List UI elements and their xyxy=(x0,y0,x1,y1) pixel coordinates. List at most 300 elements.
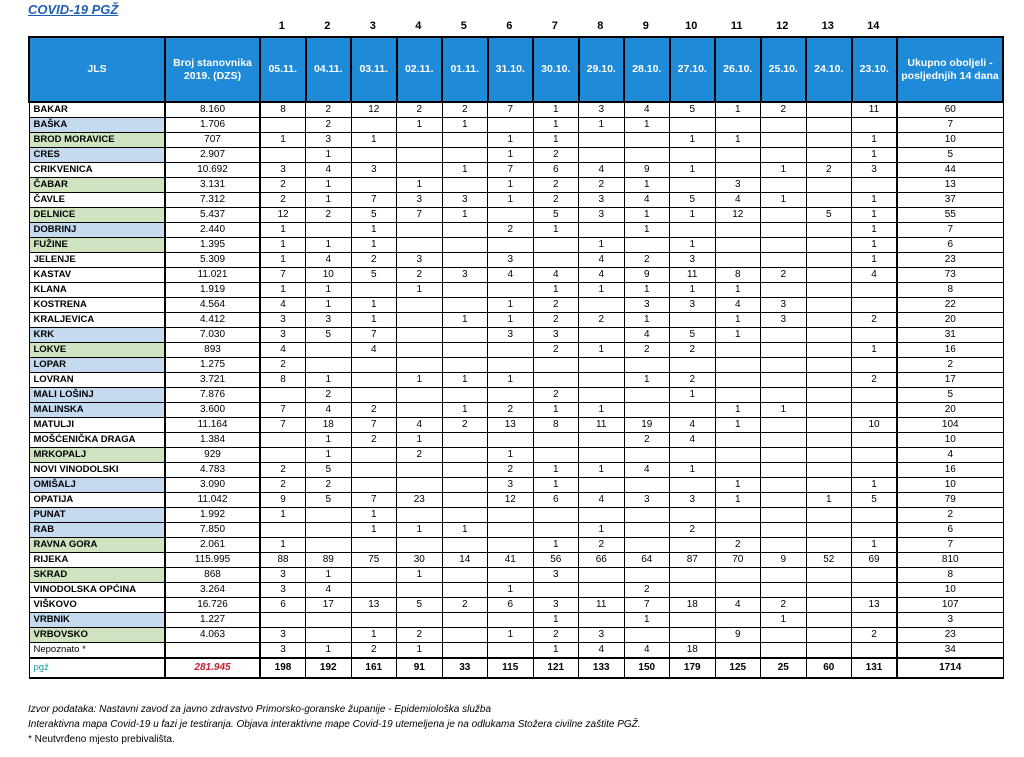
day-number: 11 xyxy=(730,20,743,32)
daily-cases-cell xyxy=(442,253,488,268)
daily-cases-cell xyxy=(351,148,397,163)
header-date: 30.10. xyxy=(533,37,579,102)
daily-total-cell: 192 xyxy=(306,658,352,678)
daily-cases-cell: 9 xyxy=(260,493,306,508)
daily-cases-cell xyxy=(806,102,852,118)
daily-cases-cell xyxy=(761,388,807,403)
daily-cases-cell: 1 xyxy=(488,313,534,328)
daily-cases-cell: 5 xyxy=(670,102,716,118)
daily-cases-cell: 1 xyxy=(852,538,898,553)
population-cell: 3.131 xyxy=(165,178,260,193)
daily-cases-cell: 7 xyxy=(260,403,306,418)
daily-cases-cell xyxy=(715,148,761,163)
daily-cases-cell xyxy=(624,628,670,643)
daily-cases-cell xyxy=(670,313,716,328)
total-cases-cell: 5 xyxy=(897,388,1003,403)
daily-cases-cell: 1 xyxy=(533,133,579,148)
daily-cases-cell: 1 xyxy=(624,313,670,328)
day-number: 2 xyxy=(324,20,331,32)
daily-cases-cell: 3 xyxy=(624,298,670,313)
municipality-name: FUŽINE xyxy=(29,238,165,253)
day-number: 5 xyxy=(460,20,467,32)
daily-cases-cell: 1 xyxy=(579,343,625,358)
daily-cases-cell xyxy=(579,613,625,628)
total-cases-cell: 104 xyxy=(897,418,1003,433)
daily-cases-cell: 1 xyxy=(397,643,443,659)
daily-cases-cell xyxy=(579,508,625,523)
daily-cases-cell: 4 xyxy=(624,463,670,478)
daily-cases-cell: 3 xyxy=(488,478,534,493)
daily-cases-cell: 1 xyxy=(533,102,579,118)
daily-cases-cell xyxy=(761,373,807,388)
total-cases-cell: 8 xyxy=(897,283,1003,298)
daily-cases-cell xyxy=(806,223,852,238)
daily-cases-cell: 1 xyxy=(715,313,761,328)
municipality-name: KRK xyxy=(29,328,165,343)
daily-cases-cell xyxy=(806,418,852,433)
daily-cases-cell xyxy=(488,208,534,223)
municipality-name: RAVNA GORA xyxy=(29,538,165,553)
daily-cases-cell xyxy=(761,463,807,478)
daily-cases-cell xyxy=(306,508,352,523)
daily-cases-cell xyxy=(442,448,488,463)
daily-cases-cell: 7 xyxy=(488,102,534,118)
daily-cases-cell xyxy=(397,238,443,253)
daily-cases-cell: 1 xyxy=(624,208,670,223)
total-cases-cell: 5 xyxy=(897,148,1003,163)
daily-cases-cell: 3 xyxy=(260,163,306,178)
daily-cases-cell: 4 xyxy=(624,193,670,208)
municipality-name: ČABAR xyxy=(29,178,165,193)
daily-cases-cell xyxy=(715,358,761,373)
daily-cases-cell xyxy=(442,628,488,643)
daily-cases-cell: 5 xyxy=(306,463,352,478)
daily-cases-cell: 13 xyxy=(488,418,534,433)
daily-cases-cell xyxy=(806,148,852,163)
daily-cases-cell xyxy=(852,613,898,628)
daily-cases-cell xyxy=(579,478,625,493)
daily-cases-cell: 5 xyxy=(670,193,716,208)
daily-cases-cell xyxy=(670,448,716,463)
daily-cases-cell xyxy=(624,568,670,583)
total-cases-cell: 7 xyxy=(897,223,1003,238)
daily-cases-cell xyxy=(715,118,761,133)
daily-cases-cell xyxy=(397,538,443,553)
daily-cases-cell: 4 xyxy=(579,493,625,508)
daily-cases-cell: 1 xyxy=(670,208,716,223)
daily-cases-cell: 10 xyxy=(852,418,898,433)
daily-cases-cell xyxy=(397,403,443,418)
daily-cases-cell xyxy=(806,538,852,553)
daily-cases-cell: 7 xyxy=(351,418,397,433)
daily-cases-cell: 8 xyxy=(533,418,579,433)
daily-cases-cell xyxy=(624,358,670,373)
daily-cases-cell xyxy=(488,118,534,133)
municipality-name: BAKAR xyxy=(29,102,165,118)
daily-cases-cell: 1 xyxy=(715,328,761,343)
daily-cases-cell: 3 xyxy=(442,193,488,208)
total-cases-cell: 55 xyxy=(897,208,1003,223)
daily-cases-cell xyxy=(806,283,852,298)
daily-cases-cell xyxy=(442,643,488,659)
daily-cases-cell: 66 xyxy=(579,553,625,568)
header-date: 29.10. xyxy=(579,37,625,102)
daily-cases-cell xyxy=(806,343,852,358)
daily-cases-cell: 1 xyxy=(397,373,443,388)
daily-cases-cell xyxy=(761,478,807,493)
daily-cases-cell: 2 xyxy=(397,102,443,118)
total-cases-cell: 16 xyxy=(897,463,1003,478)
daily-cases-cell xyxy=(397,358,443,373)
municipality-name: VRBOVSKO xyxy=(29,628,165,643)
daily-cases-cell: 2 xyxy=(442,598,488,613)
table-row xyxy=(29,193,1003,208)
daily-cases-cell xyxy=(533,448,579,463)
header-date: 01.11. xyxy=(442,37,488,102)
table-row xyxy=(29,613,1003,628)
total-cases-cell: 6 xyxy=(897,238,1003,253)
daily-cases-cell xyxy=(397,148,443,163)
daily-cases-cell: 1 xyxy=(306,373,352,388)
daily-cases-cell xyxy=(852,508,898,523)
daily-cases-cell: 1 xyxy=(533,463,579,478)
table-row xyxy=(29,628,1003,643)
daily-cases-cell: 2 xyxy=(806,163,852,178)
daily-cases-cell xyxy=(579,298,625,313)
daily-cases-cell xyxy=(624,538,670,553)
total-cases-cell: 23 xyxy=(897,628,1003,643)
daily-cases-cell xyxy=(306,628,352,643)
daily-cases-cell: 5 xyxy=(397,598,443,613)
total-cases-cell: 107 xyxy=(897,598,1003,613)
daily-cases-cell xyxy=(806,448,852,463)
daily-cases-cell: 4 xyxy=(715,298,761,313)
daily-cases-cell xyxy=(806,133,852,148)
municipality-name: LOVRAN xyxy=(29,373,165,388)
daily-cases-cell: 3 xyxy=(579,193,625,208)
total-cases-cell: 44 xyxy=(897,163,1003,178)
table-row xyxy=(29,553,1003,568)
daily-cases-cell xyxy=(624,448,670,463)
daily-cases-cell xyxy=(488,283,534,298)
daily-cases-cell: 8 xyxy=(260,373,306,388)
daily-total-cell: 150 xyxy=(624,658,670,678)
daily-cases-cell xyxy=(624,388,670,403)
day-number-row xyxy=(259,20,896,34)
daily-cases-cell: 1 xyxy=(624,613,670,628)
daily-cases-cell xyxy=(306,523,352,538)
daily-cases-cell: 2 xyxy=(351,433,397,448)
day-number: 9 xyxy=(642,20,649,32)
table-row xyxy=(29,568,1003,583)
population-cell: 4.063 xyxy=(165,628,260,643)
daily-cases-cell xyxy=(306,343,352,358)
header-date: 31.10. xyxy=(488,37,534,102)
daily-cases-cell: 64 xyxy=(624,553,670,568)
daily-cases-cell xyxy=(351,283,397,298)
daily-cases-cell xyxy=(533,508,579,523)
daily-cases-cell: 1 xyxy=(488,448,534,463)
daily-cases-cell: 1 xyxy=(306,193,352,208)
daily-cases-cell: 1 xyxy=(852,478,898,493)
daily-cases-cell: 12 xyxy=(488,493,534,508)
daily-cases-cell: 2 xyxy=(488,463,534,478)
header-row xyxy=(29,37,1003,102)
daily-cases-cell: 7 xyxy=(624,598,670,613)
daily-cases-cell: 1 xyxy=(442,163,488,178)
header-date: 02.11. xyxy=(397,37,443,102)
daily-cases-cell xyxy=(670,583,716,598)
daily-cases-cell: 4 xyxy=(260,298,306,313)
daily-cases-cell: 1 xyxy=(260,508,306,523)
population-cell: 7.312 xyxy=(165,193,260,208)
total-cases-cell: 20 xyxy=(897,403,1003,418)
daily-cases-cell: 1 xyxy=(488,628,534,643)
population-cell: 1.706 xyxy=(165,118,260,133)
daily-cases-cell: 3 xyxy=(260,313,306,328)
daily-cases-cell: 3 xyxy=(306,313,352,328)
population-cell: 1.227 xyxy=(165,613,260,628)
daily-cases-cell xyxy=(761,283,807,298)
population-cell xyxy=(165,643,260,659)
municipality-name: VIŠKOVO xyxy=(29,598,165,613)
daily-cases-cell: 1 xyxy=(715,283,761,298)
table-body xyxy=(29,102,1003,678)
daily-cases-cell xyxy=(806,373,852,388)
sum-label: pgž xyxy=(29,658,165,678)
daily-cases-cell: 69 xyxy=(852,553,898,568)
population-cell: 4.564 xyxy=(165,298,260,313)
municipality-name: OPATIJA xyxy=(29,493,165,508)
daily-cases-cell: 2 xyxy=(533,343,579,358)
population-cell: 11.164 xyxy=(165,418,260,433)
daily-cases-cell xyxy=(670,148,716,163)
daily-cases-cell xyxy=(579,448,625,463)
population-cell: 3.721 xyxy=(165,373,260,388)
daily-cases-cell: 75 xyxy=(351,553,397,568)
daily-cases-cell: 2 xyxy=(533,298,579,313)
daily-cases-cell xyxy=(715,433,761,448)
population-cell: 1.992 xyxy=(165,508,260,523)
daily-cases-cell xyxy=(670,538,716,553)
daily-cases-cell xyxy=(761,328,807,343)
table-row xyxy=(29,358,1003,373)
day-number: 10 xyxy=(685,20,698,32)
daily-cases-cell: 12 xyxy=(715,208,761,223)
daily-cases-cell: 1 xyxy=(852,223,898,238)
daily-cases-cell: 2 xyxy=(761,598,807,613)
table-row xyxy=(29,253,1003,268)
daily-cases-cell: 1 xyxy=(488,133,534,148)
daily-cases-cell xyxy=(715,463,761,478)
daily-cases-cell xyxy=(579,388,625,403)
daily-cases-cell: 1 xyxy=(488,193,534,208)
daily-cases-cell: 1 xyxy=(715,403,761,418)
population-cell: 7.030 xyxy=(165,328,260,343)
daily-cases-cell xyxy=(351,358,397,373)
municipality-name: NOVI VINODOLSKI xyxy=(29,463,165,478)
daily-cases-cell: 1 xyxy=(442,373,488,388)
table-row xyxy=(29,283,1003,298)
daily-cases-cell: 1 xyxy=(579,238,625,253)
daily-cases-cell xyxy=(442,493,488,508)
daily-cases-cell xyxy=(442,478,488,493)
daily-cases-cell: 1 xyxy=(670,238,716,253)
municipality-name: OMIŠALJ xyxy=(29,478,165,493)
total-cases-cell: 37 xyxy=(897,193,1003,208)
footer-footnote: * Neutvrđeno mjesto prebivališta. xyxy=(28,734,175,745)
daily-cases-cell: 19 xyxy=(624,418,670,433)
daily-cases-cell xyxy=(852,583,898,598)
daily-cases-cell: 11 xyxy=(670,268,716,283)
population-cell: 1.919 xyxy=(165,283,260,298)
daily-cases-cell: 1 xyxy=(670,133,716,148)
total-cases-cell: 2 xyxy=(897,358,1003,373)
daily-cases-cell: 7 xyxy=(397,208,443,223)
daily-cases-cell: 5 xyxy=(852,493,898,508)
daily-cases-cell: 1 xyxy=(533,478,579,493)
daily-cases-cell: 1 xyxy=(761,403,807,418)
daily-cases-cell: 1 xyxy=(624,283,670,298)
daily-cases-cell: 3 xyxy=(260,568,306,583)
header-date: 26.10. xyxy=(715,37,761,102)
daily-cases-cell xyxy=(852,433,898,448)
daily-cases-cell: 2 xyxy=(260,478,306,493)
table-row xyxy=(29,388,1003,403)
daily-cases-cell: 4 xyxy=(624,328,670,343)
table-row xyxy=(29,268,1003,283)
daily-cases-cell xyxy=(397,478,443,493)
daily-cases-cell: 2 xyxy=(624,433,670,448)
table-row xyxy=(29,118,1003,133)
daily-cases-cell: 1 xyxy=(306,448,352,463)
daily-cases-cell xyxy=(397,343,443,358)
daily-cases-cell: 1 xyxy=(533,403,579,418)
daily-cases-cell: 88 xyxy=(260,553,306,568)
daily-cases-cell: 3 xyxy=(624,493,670,508)
daily-cases-cell xyxy=(806,193,852,208)
population-cell: 2.907 xyxy=(165,148,260,163)
daily-cases-cell: 18 xyxy=(306,418,352,433)
daily-cases-cell xyxy=(670,508,716,523)
daily-cases-cell xyxy=(533,253,579,268)
daily-cases-cell: 2 xyxy=(306,208,352,223)
municipality-name: MALINSKA xyxy=(29,403,165,418)
daily-cases-cell xyxy=(670,403,716,418)
table-row xyxy=(29,418,1003,433)
daily-cases-cell: 3 xyxy=(533,598,579,613)
daily-cases-cell xyxy=(624,523,670,538)
daily-cases-cell xyxy=(260,433,306,448)
daily-cases-cell: 4 xyxy=(351,343,397,358)
daily-cases-cell: 7 xyxy=(351,328,397,343)
daily-cases-cell xyxy=(260,448,306,463)
daily-cases-cell xyxy=(533,523,579,538)
daily-cases-cell xyxy=(715,373,761,388)
daily-cases-cell xyxy=(852,643,898,659)
daily-cases-cell: 9 xyxy=(761,553,807,568)
daily-cases-cell xyxy=(852,388,898,403)
daily-cases-cell xyxy=(715,568,761,583)
daily-cases-cell: 1 xyxy=(488,148,534,163)
daily-cases-cell: 4 xyxy=(488,268,534,283)
daily-cases-cell xyxy=(670,178,716,193)
daily-cases-cell: 1 xyxy=(533,613,579,628)
daily-cases-cell xyxy=(761,118,807,133)
daily-cases-cell xyxy=(442,538,488,553)
daily-cases-cell xyxy=(761,418,807,433)
daily-cases-cell xyxy=(442,568,488,583)
total-cases-cell: 10 xyxy=(897,583,1003,598)
daily-cases-cell xyxy=(852,283,898,298)
table-row xyxy=(29,163,1003,178)
daily-cases-cell xyxy=(488,433,534,448)
daily-cases-cell: 3 xyxy=(442,268,488,283)
daily-cases-cell: 1 xyxy=(260,283,306,298)
daily-cases-cell: 5 xyxy=(351,208,397,223)
daily-cases-cell xyxy=(397,388,443,403)
daily-cases-cell: 56 xyxy=(533,553,579,568)
daily-cases-cell xyxy=(442,343,488,358)
daily-cases-cell xyxy=(852,463,898,478)
footer-note: Interaktivna mapa Covid-19 u fazi je testiranja. Objava interaktivne mape Covid-19 utemeljena je na odlukama Stožera civilne zaštite PGŽ. xyxy=(28,719,641,730)
total-cases-cell: 73 xyxy=(897,268,1003,283)
daily-cases-cell: 9 xyxy=(624,163,670,178)
grand-total-cell: 1714 xyxy=(897,658,1003,678)
daily-cases-cell: 2 xyxy=(397,448,443,463)
daily-cases-cell: 3 xyxy=(306,133,352,148)
daily-cases-cell: 13 xyxy=(852,598,898,613)
daily-cases-cell xyxy=(488,343,534,358)
daily-cases-cell: 1 xyxy=(488,583,534,598)
daily-cases-cell: 2 xyxy=(260,178,306,193)
daily-cases-cell xyxy=(397,613,443,628)
municipality-name: BAŠKA xyxy=(29,118,165,133)
daily-cases-cell: 1 xyxy=(624,118,670,133)
daily-cases-cell xyxy=(761,223,807,238)
daily-cases-cell xyxy=(442,223,488,238)
daily-cases-cell: 3 xyxy=(715,178,761,193)
daily-cases-cell: 1 xyxy=(306,283,352,298)
daily-cases-cell: 13 xyxy=(351,598,397,613)
daily-cases-cell xyxy=(579,328,625,343)
daily-cases-cell xyxy=(715,508,761,523)
daily-cases-cell xyxy=(442,358,488,373)
daily-cases-cell: 2 xyxy=(306,102,352,118)
population-total: 281.945 xyxy=(165,658,260,678)
daily-cases-cell xyxy=(761,133,807,148)
daily-cases-cell: 1 xyxy=(397,283,443,298)
daily-cases-cell: 2 xyxy=(579,178,625,193)
daily-cases-cell: 1 xyxy=(306,238,352,253)
daily-cases-cell: 2 xyxy=(761,102,807,118)
daily-cases-cell: 5 xyxy=(806,208,852,223)
daily-cases-cell xyxy=(351,463,397,478)
header-total: Ukupno oboljeli - posljednjih 14 dana xyxy=(897,37,1003,102)
daily-cases-cell: 1 xyxy=(533,283,579,298)
daily-cases-cell: 1 xyxy=(670,163,716,178)
municipality-name: PUNAT xyxy=(29,508,165,523)
daily-cases-cell xyxy=(533,373,579,388)
daily-cases-cell xyxy=(715,223,761,238)
header-date: 04.11. xyxy=(306,37,352,102)
daily-cases-cell xyxy=(761,628,807,643)
daily-cases-cell: 1 xyxy=(351,313,397,328)
daily-total-cell: 60 xyxy=(806,658,852,678)
municipality-name: SKRAD xyxy=(29,568,165,583)
daily-cases-cell xyxy=(806,268,852,283)
daily-cases-cell: 7 xyxy=(260,418,306,433)
